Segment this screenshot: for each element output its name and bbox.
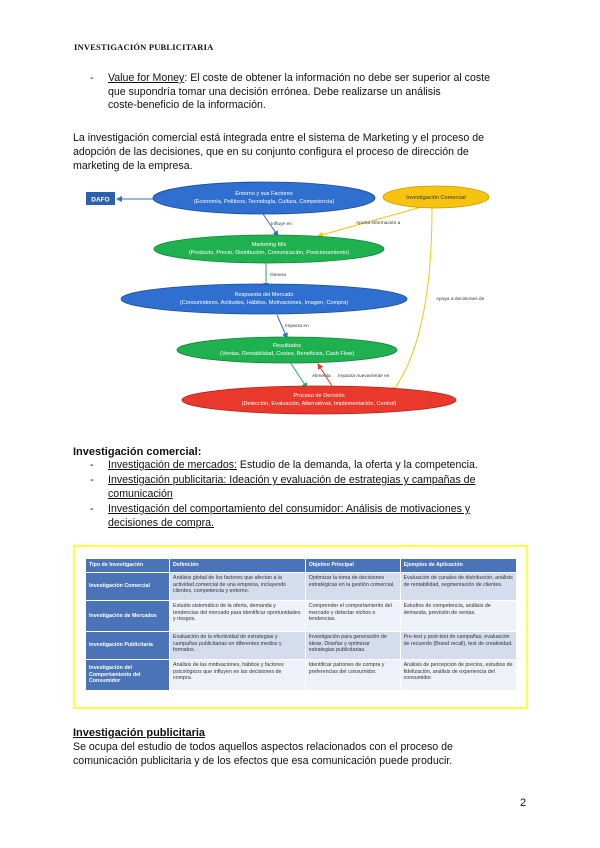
bullet-dash: - [90,474,94,486]
inv-publicitaria-heading: Investigación publicitaria [73,727,206,739]
inv-comercial-item-3 [90,503,528,530]
item3-line1[interactable]: Investigación del comportamiento del consumidor: Análisis de motivaciones y [108,503,471,515]
inv-publicitaria-paragraph [73,740,533,768]
table-cell: Análisis global de los factores que afectan a la actividad comercial de una empresa, incluyendo clientes, competencia y entorno. [170,573,306,601]
inv-comercial-item-2 [90,474,528,501]
value-line2: que supondría tomar una decisión errónea. Debe realizarse un análisis [108,85,441,98]
table-cell: Análisis de percepción de precios, estudios de fidelización, análisis de experiencia del consumidor. [400,660,516,691]
table-header-row [86,559,517,573]
marketing-mix-title: Marketing Mix [251,242,287,248]
table-cell: Análisis de las motivaciones, hábitos y factores psicológicos que influyen en las decisiones de compra. [170,660,306,691]
label-apoya: Apoya a decisiones de [436,297,485,302]
item1-rest: Estudio de la demanda, la oferta y la competencia. [236,459,478,471]
table-header: Definición [170,559,306,573]
table-cell: Estudios de competencia, análisis de demanda, previsión de ventas. [400,601,516,632]
table-cell: Investigación Publicitaria [86,632,170,660]
label-alimenta: Alimenta [312,374,331,379]
investigation-types-table-frame [73,545,528,709]
intro-line3: marketing de la empresa. [73,160,193,172]
bullet-dash: - [90,459,94,471]
table-header: Ejemplos de Aplicación [400,559,516,573]
marketing-mix-node [154,235,384,263]
page-number: 2 [520,797,527,809]
bullet-dash: - [90,72,94,84]
label-impacta: Impacta en [285,324,309,329]
table-row [86,660,517,691]
table-row [86,632,517,660]
entorno-node [153,182,375,214]
inv-publicitaria-line1: Se ocupa del estudio de todos aquellos aspectos relacionados con el proceso de [73,741,453,753]
table-cell: Evaluación de la efectividad de estrategias y campañas publicitarias en diferentes medios y formatos. [170,632,306,660]
investigacion-comercial-node [383,186,489,208]
entorno-subtitle: (Economía, Políticos, Tecnología, Cultura, Competencia) [193,199,335,205]
respuesta-mercado-subtitle: (Consumidores, Actitudes, Hábitos, Motivaciones, Imagen, Compra) [179,300,349,306]
table-cell: Comprender el comportamiento del mercado y detectar nichos o tendencias. [305,601,400,632]
resultados-node [177,337,397,363]
bullet-dash: - [90,503,94,515]
table-cell: Evaluación de canales de distribución, análisis de rentabilidad, segmentación de clientes. [400,573,516,601]
label-aporta: Aporta información a [356,221,401,226]
running-header: INVESTIGACIÓN PUBLICITARIA [74,42,214,52]
marketing-mix-subtitle: (Producto, Precio, Distribución, Comunicación, Posicionamiento) [188,250,350,256]
table-row [86,601,517,632]
value-for-money-term: Value for Money [108,72,185,84]
table-cell: Optimizar la toma de decisiones estratégicas en la gestión comercial. [305,573,400,601]
label-influye: Influye en [271,222,292,227]
investigacion-comercial-label: Investigación Comercial [406,195,466,201]
proceso-decision-title: Proceso de Decisión [293,393,345,399]
dafo-box [86,192,115,205]
dafo-label: DAFO [91,196,110,204]
entorno-title: Entorno y sus Factores [235,191,293,197]
intro-line2: adopción de las decisiones, que en su conjunto configura el proceso de dirección de [73,146,469,158]
value-line1-rest: : El coste de obtener la información no debe ser superior al coste [184,72,490,84]
table-cell: Investigación para generación de ideas. Diseñar y optimizar estrategias publicitarias. [305,632,400,660]
item2-line1[interactable]: Investigación publicitaria: Ideación y evaluación de estrategias y campañas de [108,474,476,486]
respuesta-mercado-node [121,284,407,314]
table-cell: Estudio sistemático de la oferta, demanda y tendencias del mercado para identificar oportunidades y riesgos. [170,601,306,632]
item3-line2[interactable]: decisiones de compra. [108,516,214,529]
intro-line1: La investigación comercial está integrada entre el sistema de Marketing y el proceso de [73,132,485,144]
table-header: Objetivo Principal [305,559,400,573]
investigation-types-table [85,558,517,691]
table-cell: Identificar patrones de compra y preferencias del consumidor. [305,660,400,691]
label-genera: Genera [270,273,286,278]
proceso-decision-subtitle: (Detección, Evaluación, Alternativas, Implementación, Control) [241,401,397,407]
label-impacta-resultados: Impacta nuevamente en [338,374,390,379]
table-row [86,573,517,601]
table-cell: Pre-test y post-test de campañas, evaluación de recuerdo (Brand recall), test de creatividad. [400,632,516,660]
proceso-decision-node [182,386,456,414]
inv-publicitaria-line2: comunicación publicitaria y de los efectos que esa comunicación puede producir. [73,755,453,767]
item2-line2[interactable]: comunicación [108,487,173,500]
resultados-subtitle: (Ventas, Rentabilidad, Costes, Beneficios, Cash Flow) [219,351,355,357]
table-cell: Investigación de Mercados [86,601,170,632]
inv-comercial-heading: Investigación comercial: [73,446,202,458]
inv-comercial-item-1 [90,459,528,473]
respuesta-mercado-title: Respuesta del Mercado [234,292,294,298]
value-line3: coste-beneficio de la información. [108,99,266,112]
item1-term[interactable]: Investigación de mercados: [108,459,237,471]
resultados-title: Resultados [273,343,301,349]
table-cell: Investigación del Comportamiento del Consumidor [86,660,170,691]
table-cell: Investigación Comercial [86,573,170,601]
table-header: Tipo de Investigación [86,559,170,573]
